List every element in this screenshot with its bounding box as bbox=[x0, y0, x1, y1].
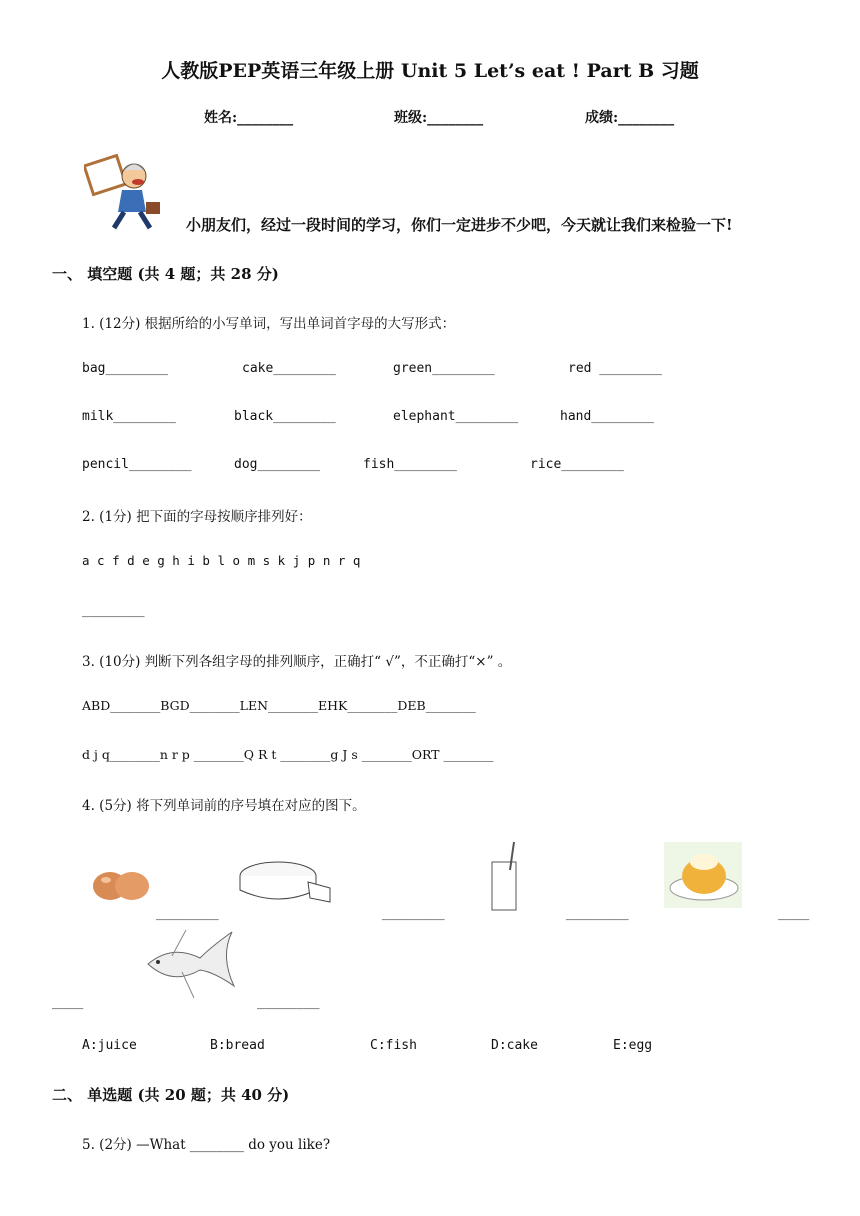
q1-item[interactable]: bag________ bbox=[82, 361, 169, 376]
q4-option-e: E:egg bbox=[613, 1038, 653, 1053]
greeting-text: 小朋友们，经过一段时间的学习，你们一定进步不少吧，今天就让我们来检验一下! bbox=[186, 216, 733, 234]
q4-blank[interactable]: ________ bbox=[156, 906, 219, 921]
name-field[interactable]: 姓名:________ bbox=[204, 110, 294, 126]
egg-image bbox=[88, 862, 154, 906]
juice-image bbox=[486, 840, 532, 914]
q4-option-b: B:bread bbox=[210, 1038, 265, 1053]
q1-item[interactable]: green________ bbox=[393, 361, 495, 376]
q4-option-c: C:fish bbox=[370, 1038, 417, 1053]
q1-item[interactable]: milk________ bbox=[82, 409, 176, 424]
q4-option-d: D:cake bbox=[491, 1038, 538, 1053]
q4-blank[interactable]: ____ bbox=[778, 906, 810, 921]
q1-item[interactable]: dog________ bbox=[234, 457, 321, 472]
q4-blank[interactable]: ________ bbox=[382, 906, 445, 921]
section-1-heading: 一、 填空题 (共 4 题；共 28 分) bbox=[52, 265, 279, 283]
q1-item[interactable]: black________ bbox=[234, 409, 336, 424]
question-3-text: 3. (10分) 判断下列各组字母的排列顺序，正确打“ √”，不正确打“×” 。 bbox=[82, 654, 512, 670]
q4-blank[interactable]: ________ bbox=[566, 906, 629, 921]
q4-blank[interactable]: ________ bbox=[257, 995, 320, 1010]
q1-item[interactable]: fish________ bbox=[363, 457, 457, 472]
score-field[interactable]: 成绩:________ bbox=[585, 110, 675, 126]
cake-image bbox=[238, 858, 334, 910]
q4-blank[interactable]: ____ bbox=[52, 995, 84, 1010]
section-2-heading: 二、 单选题 (共 20 题；共 40 分) bbox=[52, 1086, 290, 1104]
question-5-text: 5. (2分) —What ________ do you like? bbox=[82, 1137, 331, 1153]
teacher-mascot-image bbox=[84, 150, 174, 232]
q1-item[interactable]: elephant________ bbox=[393, 409, 519, 424]
q1-item[interactable]: pencil________ bbox=[82, 457, 192, 472]
q3-row-2[interactable]: d j q________n r p ________Q R t ________g J s ________ORT ________ bbox=[82, 747, 494, 762]
q1-item[interactable]: red ________ bbox=[568, 361, 662, 376]
q4-option-a: A:juice bbox=[82, 1038, 137, 1053]
q2-letters: a c f d e g h i b l o m s k j p n r q bbox=[82, 553, 361, 568]
q2-answer-blank[interactable]: ________ bbox=[82, 603, 145, 618]
q3-row-1[interactable]: ABD________BGD________LEN________EHK________DEB________ bbox=[82, 698, 476, 713]
q1-item[interactable]: cake________ bbox=[242, 361, 336, 376]
question-4-text: 4. (5分) 将下列单词前的序号填在对应的图下。 bbox=[82, 798, 366, 814]
bread-image bbox=[664, 842, 742, 908]
fish-image bbox=[142, 926, 240, 1002]
q1-item[interactable]: rice________ bbox=[530, 457, 624, 472]
question-1-text: 1. (12分) 根据所给的小写单词，写出单词首字母的大写形式： bbox=[82, 316, 456, 332]
question-2-text: 2. (1分) 把下面的字母按顺序排列好： bbox=[82, 509, 312, 525]
class-field[interactable]: 班级:________ bbox=[394, 110, 484, 126]
q1-item[interactable]: hand________ bbox=[560, 409, 654, 424]
page-title: 人教版PEP英语三年级上册 Unit 5 Let’s eat ! Part B 习题 bbox=[161, 60, 699, 82]
